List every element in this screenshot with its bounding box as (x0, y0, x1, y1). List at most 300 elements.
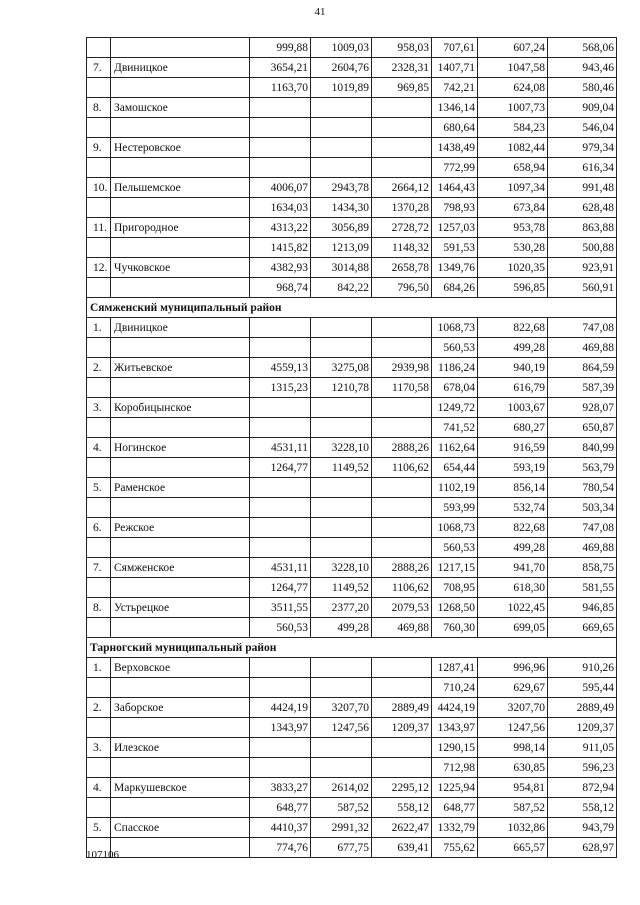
table-row (87, 818, 617, 838)
table-row (87, 258, 617, 278)
value-cell (372, 478, 432, 498)
row-index: 7. (87, 58, 111, 78)
row-index (87, 38, 111, 58)
table-row (87, 738, 617, 758)
settlement-name (111, 198, 250, 218)
settlement-name (111, 278, 250, 298)
value-cell: 707,61 (432, 38, 478, 58)
settlement-name: Маркушевское (111, 778, 250, 798)
row-index: 9. (87, 138, 111, 158)
table-row (87, 538, 617, 558)
value-cell (311, 418, 372, 438)
value-cell: 469,88 (548, 338, 617, 358)
value-cell: 648,77 (250, 798, 311, 818)
value-cell: 469,88 (548, 538, 617, 558)
value-cell: 1009,03 (311, 38, 372, 58)
value-cell: 677,75 (311, 838, 372, 858)
value-cell: 669,65 (548, 618, 617, 638)
row-index (87, 458, 111, 478)
value-cell: 2889,49 (372, 698, 432, 718)
value-cell (311, 318, 372, 338)
settlement-name: Чучковское (111, 258, 250, 278)
table-row (87, 398, 617, 418)
value-cell: 580,46 (548, 78, 617, 98)
value-cell (250, 658, 311, 678)
row-index (87, 618, 111, 638)
value-cell: 1022,45 (478, 598, 548, 618)
settlement-name (111, 618, 250, 638)
settlement-name: Ногинское (111, 438, 250, 458)
settlement-name: Двиницкое (111, 318, 250, 338)
value-cell: 558,12 (372, 798, 432, 818)
value-cell (250, 518, 311, 538)
tariff-table (86, 37, 617, 858)
value-cell: 4531,11 (250, 558, 311, 578)
value-cell: 1148,32 (372, 238, 432, 258)
value-cell: 2658,78 (372, 258, 432, 278)
value-cell: 1264,77 (250, 578, 311, 598)
value-cell: 1268,50 (432, 598, 478, 618)
row-index: 4. (87, 778, 111, 798)
settlement-name: Замошское (111, 98, 250, 118)
value-cell: 969,85 (372, 78, 432, 98)
value-cell (372, 338, 432, 358)
table-row (87, 98, 617, 118)
value-cell: 1249,72 (432, 398, 478, 418)
value-cell: 587,52 (478, 798, 548, 818)
row-index (87, 578, 111, 598)
value-cell (250, 478, 311, 498)
table-row (87, 498, 617, 518)
value-cell: 2377,20 (311, 598, 372, 618)
table-body (87, 38, 617, 858)
section-title: Тарногский муниципальный район (87, 638, 617, 658)
value-cell: 560,91 (548, 278, 617, 298)
row-index (87, 118, 111, 138)
value-cell (372, 758, 432, 778)
row-index (87, 538, 111, 558)
value-cell: 596,23 (548, 758, 617, 778)
value-cell: 3275,08 (311, 358, 372, 378)
value-cell: 4531,11 (250, 438, 311, 458)
table-row (87, 438, 617, 458)
value-cell: 2622,47 (372, 818, 432, 838)
value-cell: 1209,37 (548, 718, 617, 738)
value-cell: 684,26 (432, 278, 478, 298)
value-cell: 4382,93 (250, 258, 311, 278)
value-cell: 1464,43 (432, 178, 478, 198)
table-row (87, 338, 617, 358)
row-index: 1. (87, 658, 111, 678)
value-cell: 1020,35 (478, 258, 548, 278)
value-cell (311, 518, 372, 538)
value-cell: 1634,03 (250, 198, 311, 218)
value-cell: 910,26 (548, 658, 617, 678)
settlement-name (111, 758, 250, 778)
document-code: 107106 (86, 849, 119, 861)
value-cell: 3014,88 (311, 258, 372, 278)
settlement-name: Двиницкое (111, 58, 250, 78)
value-cell: 3056,89 (311, 218, 372, 238)
value-cell: 624,08 (478, 78, 548, 98)
table-row (87, 778, 617, 798)
value-cell: 650,87 (548, 418, 617, 438)
value-cell: 822,68 (478, 518, 548, 538)
row-index (87, 198, 111, 218)
value-cell: 3207,70 (311, 698, 372, 718)
value-cell (311, 138, 372, 158)
row-index: 10. (87, 178, 111, 198)
settlement-name: Устьрецкое (111, 598, 250, 618)
value-cell (250, 338, 311, 358)
section-title: Сямженский муниципальный район (87, 298, 617, 318)
value-cell: 1149,52 (311, 578, 372, 598)
value-cell: 3511,55 (250, 598, 311, 618)
table-row (87, 198, 617, 218)
value-cell: 1290,15 (432, 738, 478, 758)
value-cell: 1346,14 (432, 98, 478, 118)
row-index (87, 758, 111, 778)
value-cell: 747,08 (548, 318, 617, 338)
value-cell: 665,57 (478, 838, 548, 858)
value-cell: 953,78 (478, 218, 548, 238)
value-cell: 712,98 (432, 758, 478, 778)
table-row (87, 558, 617, 578)
value-cell: 587,52 (311, 798, 372, 818)
settlement-name: Сямженское (111, 558, 250, 578)
value-cell: 593,99 (432, 498, 478, 518)
table-row (87, 58, 617, 78)
settlement-name: Коробицынское (111, 398, 250, 418)
value-cell: 2939,98 (372, 358, 432, 378)
value-cell (311, 498, 372, 518)
settlement-name (111, 118, 250, 138)
value-cell: 774,76 (250, 838, 311, 858)
row-index (87, 78, 111, 98)
row-index (87, 378, 111, 398)
value-cell: 3654,21 (250, 58, 311, 78)
row-index: 2. (87, 698, 111, 718)
value-cell: 629,67 (478, 678, 548, 698)
table-row (87, 578, 617, 598)
value-cell: 499,28 (311, 618, 372, 638)
value-cell: 999,88 (250, 38, 311, 58)
value-cell: 560,53 (432, 338, 478, 358)
table-row (87, 718, 617, 738)
row-index: 12. (87, 258, 111, 278)
row-index: 3. (87, 738, 111, 758)
value-cell: 822,68 (478, 318, 548, 338)
value-cell: 872,94 (548, 778, 617, 798)
row-index (87, 278, 111, 298)
settlement-name (111, 238, 250, 258)
row-index: 2. (87, 358, 111, 378)
value-cell: 1370,28 (372, 198, 432, 218)
settlement-name: Верховское (111, 658, 250, 678)
row-index: 8. (87, 598, 111, 618)
value-cell: 1068,73 (432, 518, 478, 538)
value-cell: 1343,97 (432, 718, 478, 738)
value-cell: 591,53 (432, 238, 478, 258)
value-cell (250, 538, 311, 558)
value-cell: 940,19 (478, 358, 548, 378)
settlement-name (111, 798, 250, 818)
value-cell: 772,99 (432, 158, 478, 178)
section-header-row (87, 638, 617, 658)
table-row (87, 218, 617, 238)
value-cell: 1007,73 (478, 98, 548, 118)
table-row (87, 478, 617, 498)
value-cell: 658,94 (478, 158, 548, 178)
table-row (87, 178, 617, 198)
value-cell: 1019,89 (311, 78, 372, 98)
value-cell: 1247,56 (478, 718, 548, 738)
value-cell: 584,23 (478, 118, 548, 138)
table-row (87, 598, 617, 618)
value-cell: 1332,79 (432, 818, 478, 838)
value-cell: 909,04 (548, 98, 617, 118)
value-cell (311, 678, 372, 698)
table-row (87, 138, 617, 158)
value-cell: 530,28 (478, 238, 548, 258)
row-index (87, 338, 111, 358)
settlement-name (111, 418, 250, 438)
table-row (87, 278, 617, 298)
value-cell: 1047,58 (478, 58, 548, 78)
value-cell: 941,70 (478, 558, 548, 578)
value-cell (311, 738, 372, 758)
value-cell: 760,30 (432, 618, 478, 638)
value-cell (372, 518, 432, 538)
value-cell: 4006,07 (250, 178, 311, 198)
value-cell: 958,03 (372, 38, 432, 58)
value-cell: 996,96 (478, 658, 548, 678)
settlement-name: Нестеровское (111, 138, 250, 158)
value-cell: 587,39 (548, 378, 617, 398)
settlement-name (111, 838, 250, 858)
value-cell: 581,55 (548, 578, 617, 598)
value-cell: 1149,52 (311, 458, 372, 478)
table-row (87, 158, 617, 178)
settlement-name: Заборское (111, 698, 250, 718)
value-cell: 708,95 (432, 578, 478, 598)
value-cell: 499,28 (478, 338, 548, 358)
value-cell (372, 118, 432, 138)
value-cell (311, 398, 372, 418)
value-cell (250, 418, 311, 438)
value-cell (250, 158, 311, 178)
value-cell (311, 338, 372, 358)
value-cell: 560,53 (432, 538, 478, 558)
value-cell (250, 318, 311, 338)
value-cell (250, 138, 311, 158)
value-cell (250, 98, 311, 118)
value-cell: 968,74 (250, 278, 311, 298)
value-cell: 3207,70 (478, 698, 548, 718)
value-cell: 469,88 (372, 618, 432, 638)
value-cell: 741,52 (432, 418, 478, 438)
value-cell (311, 118, 372, 138)
value-cell (372, 158, 432, 178)
value-cell: 1209,37 (372, 718, 432, 738)
value-cell: 1068,73 (432, 318, 478, 338)
value-cell: 1434,30 (311, 198, 372, 218)
value-cell (372, 398, 432, 418)
value-cell: 796,50 (372, 278, 432, 298)
value-cell: 1170,58 (372, 378, 432, 398)
value-cell: 864,59 (548, 358, 617, 378)
value-cell: 607,24 (478, 38, 548, 58)
value-cell: 630,85 (478, 758, 548, 778)
value-cell (372, 538, 432, 558)
value-cell: 4410,37 (250, 818, 311, 838)
value-cell: 2943,78 (311, 178, 372, 198)
value-cell: 1217,15 (432, 558, 478, 578)
value-cell: 1343,97 (250, 718, 311, 738)
value-cell: 1257,03 (432, 218, 478, 238)
value-cell: 628,97 (548, 838, 617, 858)
value-cell: 499,28 (478, 538, 548, 558)
row-index (87, 498, 111, 518)
value-cell: 654,44 (432, 458, 478, 478)
value-cell: 2991,32 (311, 818, 372, 838)
value-cell: 568,06 (548, 38, 617, 58)
value-cell: 560,53 (250, 618, 311, 638)
value-cell (311, 758, 372, 778)
value-cell: 3833,27 (250, 778, 311, 798)
value-cell (311, 158, 372, 178)
value-cell (250, 678, 311, 698)
value-cell: 742,21 (432, 78, 478, 98)
value-cell: 503,34 (548, 498, 617, 518)
row-index (87, 418, 111, 438)
value-cell: 680,64 (432, 118, 478, 138)
page-number: 41 (314, 6, 326, 18)
row-index: 1. (87, 318, 111, 338)
value-cell (311, 98, 372, 118)
value-cell: 678,04 (432, 378, 478, 398)
value-cell: 673,84 (478, 198, 548, 218)
value-cell (372, 738, 432, 758)
value-cell: 4313,22 (250, 218, 311, 238)
value-cell: 2079,53 (372, 598, 432, 618)
settlement-name (111, 718, 250, 738)
value-cell: 798,93 (432, 198, 478, 218)
value-cell (311, 478, 372, 498)
value-cell: 1407,71 (432, 58, 478, 78)
table-row (87, 118, 617, 138)
settlement-name (111, 498, 250, 518)
value-cell: 616,79 (478, 378, 548, 398)
row-index: 8. (87, 98, 111, 118)
row-index (87, 158, 111, 178)
value-cell: 943,46 (548, 58, 617, 78)
value-cell: 1082,44 (478, 138, 548, 158)
table-row (87, 378, 617, 398)
value-cell (372, 658, 432, 678)
value-cell: 680,27 (478, 418, 548, 438)
value-cell: 699,05 (478, 618, 548, 638)
value-cell: 943,79 (548, 818, 617, 838)
table-row (87, 458, 617, 478)
settlement-name (111, 378, 250, 398)
value-cell: 1247,56 (311, 718, 372, 738)
value-cell: 780,54 (548, 478, 617, 498)
settlement-name (111, 38, 250, 58)
table-row (87, 78, 617, 98)
row-index: 5. (87, 478, 111, 498)
value-cell: 856,14 (478, 478, 548, 498)
table-row (87, 518, 617, 538)
value-cell: 998,14 (478, 738, 548, 758)
value-cell (250, 498, 311, 518)
value-cell: 595,44 (548, 678, 617, 698)
section-header-row (87, 298, 617, 318)
value-cell (250, 738, 311, 758)
value-cell: 923,91 (548, 258, 617, 278)
value-cell: 1225,94 (432, 778, 478, 798)
value-cell: 2604,76 (311, 58, 372, 78)
row-index: 5. (87, 818, 111, 838)
settlement-name: Спасское (111, 818, 250, 838)
value-cell: 1415,82 (250, 238, 311, 258)
value-cell: 858,75 (548, 558, 617, 578)
table-row (87, 758, 617, 778)
value-cell (250, 758, 311, 778)
value-cell: 755,62 (432, 838, 478, 858)
value-cell: 2295,12 (372, 778, 432, 798)
value-cell: 1213,09 (311, 238, 372, 258)
value-cell: 1315,23 (250, 378, 311, 398)
value-cell: 1210,78 (311, 378, 372, 398)
value-cell: 563,79 (548, 458, 617, 478)
value-cell: 3228,10 (311, 438, 372, 458)
value-cell: 4424,19 (250, 698, 311, 718)
row-index (87, 718, 111, 738)
table-row (87, 418, 617, 438)
value-cell: 1162,64 (432, 438, 478, 458)
value-cell: 911,05 (548, 738, 617, 758)
value-cell: 558,12 (548, 798, 617, 818)
settlement-name (111, 158, 250, 178)
value-cell: 500,88 (548, 238, 617, 258)
value-cell (311, 538, 372, 558)
value-cell (250, 118, 311, 138)
value-cell: 639,41 (372, 838, 432, 858)
value-cell: 648,77 (432, 798, 478, 818)
value-cell: 1003,67 (478, 398, 548, 418)
value-cell: 3228,10 (311, 558, 372, 578)
value-cell: 2889,49 (548, 698, 617, 718)
value-cell (372, 498, 432, 518)
value-cell: 1287,41 (432, 658, 478, 678)
settlement-name (111, 458, 250, 478)
table-row (87, 658, 617, 678)
value-cell: 628,48 (548, 198, 617, 218)
settlement-name (111, 78, 250, 98)
row-index (87, 798, 111, 818)
value-cell (311, 658, 372, 678)
row-index: 3. (87, 398, 111, 418)
settlement-name (111, 678, 250, 698)
table-row (87, 618, 617, 638)
value-cell (372, 678, 432, 698)
table-row (87, 798, 617, 818)
value-cell: 616,34 (548, 158, 617, 178)
row-index: 11. (87, 218, 111, 238)
value-cell: 593,19 (478, 458, 548, 478)
value-cell: 954,81 (478, 778, 548, 798)
